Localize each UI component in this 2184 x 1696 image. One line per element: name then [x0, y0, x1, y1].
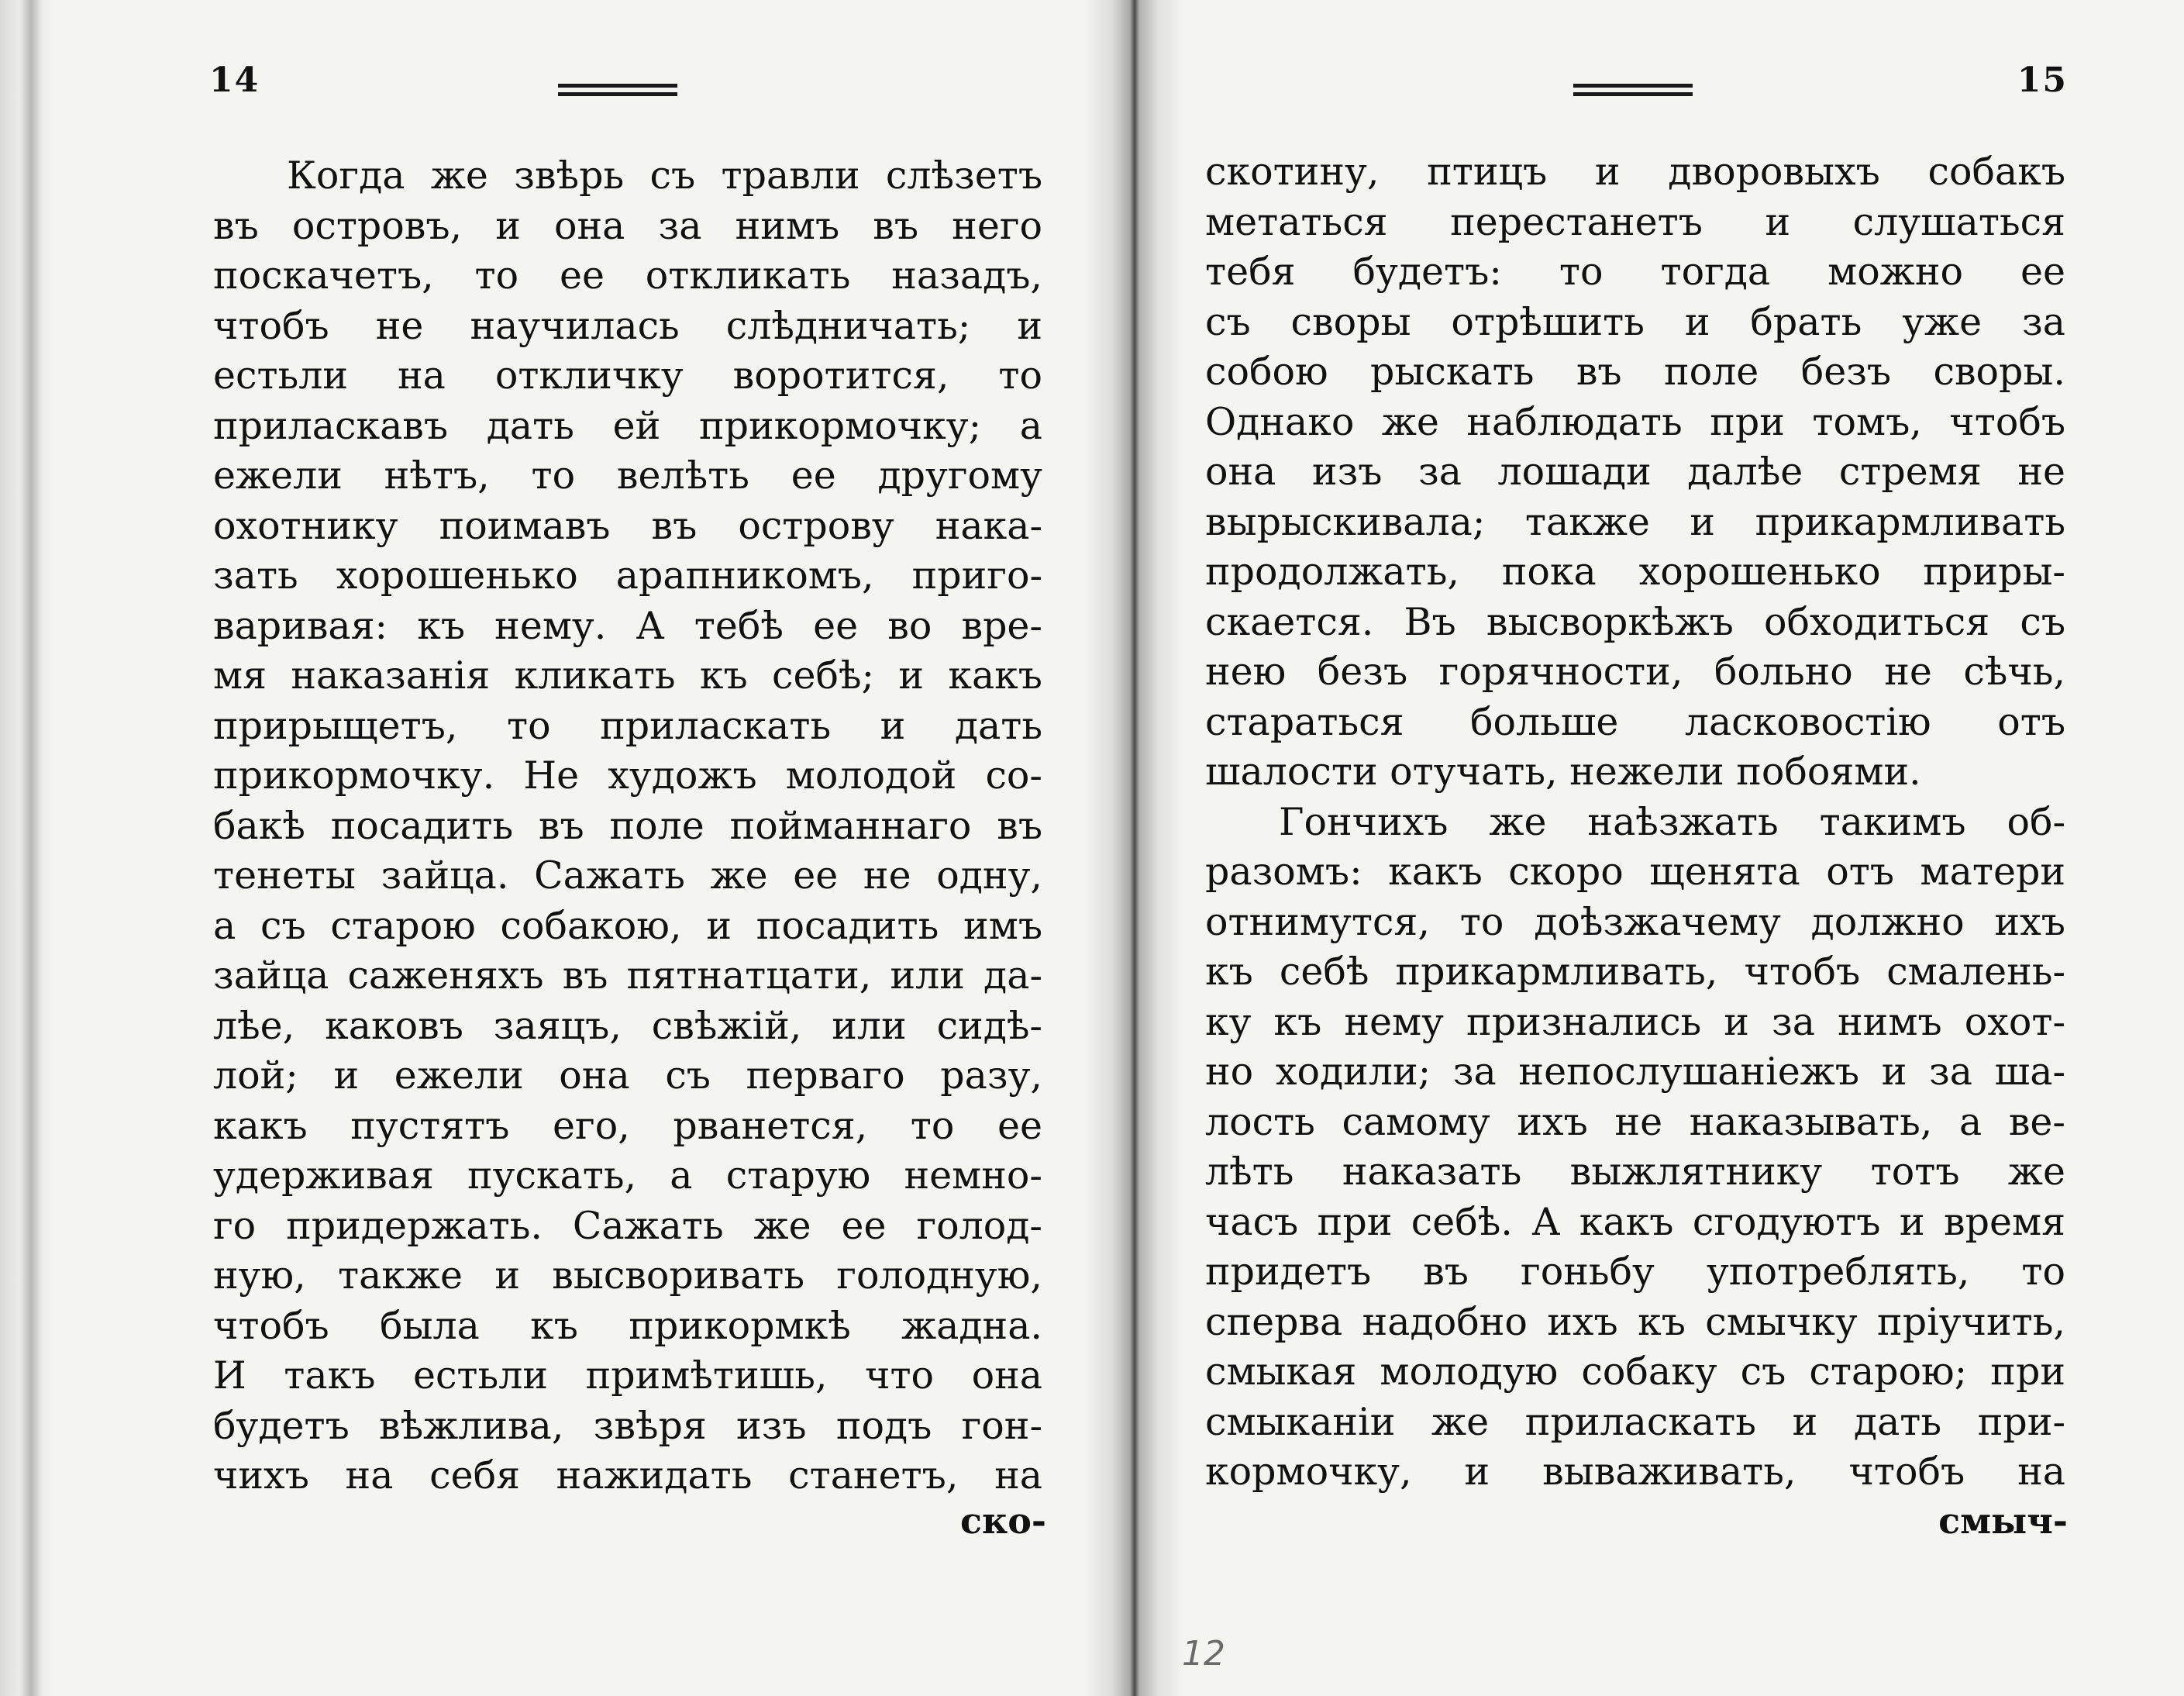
- text-line: мя наказанія кликать къ себѣ; и какъ: [213, 653, 1042, 698]
- text-line: ку къ нему признались и за нимъ охот-: [1205, 999, 2065, 1044]
- text-line: Однако же наблюдать при томъ, чтобъ: [1205, 399, 2065, 444]
- text-line: какъ пустятъ его, рванется, то ее: [213, 1103, 1042, 1148]
- text-line: разомъ: какъ скоро щенята отъ матери: [1205, 850, 2065, 894]
- catchword: смыч-: [1938, 1500, 2068, 1542]
- book-gutter: [1085, 0, 1186, 1696]
- text-line: варивая: къ нему. А тебѣ ее во вре-: [213, 603, 1042, 648]
- text-line: Когда же звѣрь съ травли слѣзетъ: [287, 153, 1042, 198]
- text-line: стараться больше ласковостію отъ: [1205, 699, 2065, 744]
- text-line: смыканіи же приласкать и дать при-: [1205, 1399, 2065, 1444]
- text-line: лѣть наказать выжлятнику тотъ же: [1205, 1150, 2065, 1194]
- text-line: чтобъ была къ прикормкѣ жадна.: [213, 1303, 1042, 1348]
- text-line: въ островъ, и она за нимъ въ него: [213, 203, 1042, 248]
- text-line: метаться перестанетъ и слушаться: [1205, 199, 2065, 244]
- text-line: часъ при себѣ. А какъ сгодуютъ и время: [1205, 1199, 2065, 1244]
- text-line: вырыскивала; также и прикармливать: [1205, 499, 2065, 544]
- text-line: продолжать, пока хорошенько приры-: [1205, 550, 2065, 594]
- text-line: приласкавъ дать ей прикормочку; а: [213, 403, 1042, 448]
- text-line: лость самому ихъ не наказывать, а ве-: [1205, 1099, 2065, 1144]
- text-line: скается. Въ высворкѣжъ обходиться съ: [1205, 599, 2065, 644]
- text-line: къ себѣ прикармливать, чтобъ смалень-: [1205, 950, 2065, 994]
- text-line: зать хорошенько арапникомъ, приго-: [213, 553, 1042, 598]
- text-line: придетъ въ гоньбу употреблять, то: [1205, 1250, 2065, 1294]
- text-line: шалости отучать, нежели побоями.: [1205, 750, 1921, 794]
- text-line: бакѣ посадить въ поле пойманнаго въ: [213, 803, 1042, 848]
- text-line: отнимутся, то доѣзжачему должно ихъ: [1205, 899, 2065, 944]
- text-line: лѣе, каковъ заяцъ, свѣжій, или сидѣ-: [213, 1003, 1042, 1048]
- text-line: съ своры отрѣшить и брать уже за: [1205, 299, 2065, 344]
- text-line: будетъ вѣжлива, звѣря изъ подъ гон-: [213, 1403, 1042, 1448]
- text-line: зайца саженяхъ въ пятнатцати, или да-: [213, 953, 1042, 998]
- text-line: прирыщетъ, то приласкать и дать: [213, 703, 1042, 748]
- pencil-annotation: 12: [1182, 1634, 1225, 1674]
- text-line: прикормочку. Не художъ молодой со-: [213, 753, 1042, 798]
- text-line: а съ старою собакою, и посадить имъ: [213, 903, 1042, 948]
- text-line: чтобъ не научилась слѣдничать; и: [213, 303, 1042, 348]
- page-number: 14: [209, 60, 260, 100]
- text-line: И такъ естьли примѣтишь, что она: [213, 1353, 1042, 1398]
- text-line: но ходили; за непослушаніежъ и за ша-: [1205, 1050, 2065, 1094]
- text-line: естьли на откличку воротится, то: [213, 353, 1042, 398]
- text-line: сперва надобно ихъ къ смычку пріучить,: [1205, 1299, 2065, 1344]
- text-line: го придержать. Сажать же ее голод-: [213, 1203, 1042, 1248]
- page-body: [1205, 147, 2065, 1498]
- text-line: она изъ за лошади далѣе стремя не: [1205, 450, 2065, 494]
- text-line: собою рыскать въ поле безъ своры.: [1205, 350, 2065, 394]
- text-line: скотину, птицъ и дворовыхъ собакъ: [1205, 150, 2065, 194]
- catchword: ско-: [959, 1500, 1046, 1542]
- text-line: чихъ на себя нажидать станетъ, на: [213, 1453, 1042, 1498]
- text-line: ежели нѣтъ, то велѣть ее другому: [213, 453, 1042, 498]
- text-line: Гончихъ же наѣзжать такимъ об-: [1279, 799, 2065, 844]
- right-page: [1186, 0, 2184, 1696]
- left-page: [54, 0, 1085, 1696]
- text-line: нею безъ горячности, больно не сѣчь,: [1205, 650, 2065, 694]
- text-line: охотнику поимавъ въ острову нака-: [213, 503, 1042, 548]
- text-line: тебя будетъ: то тогда можно ее: [1205, 250, 2065, 294]
- text-line: лой; и ежели она съ перваго разу,: [213, 1053, 1042, 1098]
- header-rule: [1573, 84, 1693, 98]
- text-line: удерживая пускать, а старую немно-: [213, 1153, 1042, 1198]
- text-line: поскачетъ, то ее откликать назадъ,: [213, 253, 1042, 298]
- page-body: [213, 151, 1042, 1501]
- text-line: тенеты зайца. Сажать же ее не одну,: [213, 853, 1042, 898]
- text-line: ную, также и высворивать голодную,: [213, 1253, 1042, 1298]
- page-number: 15: [2017, 60, 2068, 100]
- text-line: смыкая молодую собаку съ старою; при: [1205, 1350, 2065, 1394]
- header-rule: [558, 84, 677, 98]
- text-line: кормочку, и вываживать, чтобъ на: [1205, 1450, 2065, 1494]
- page-edge: [0, 0, 54, 1696]
